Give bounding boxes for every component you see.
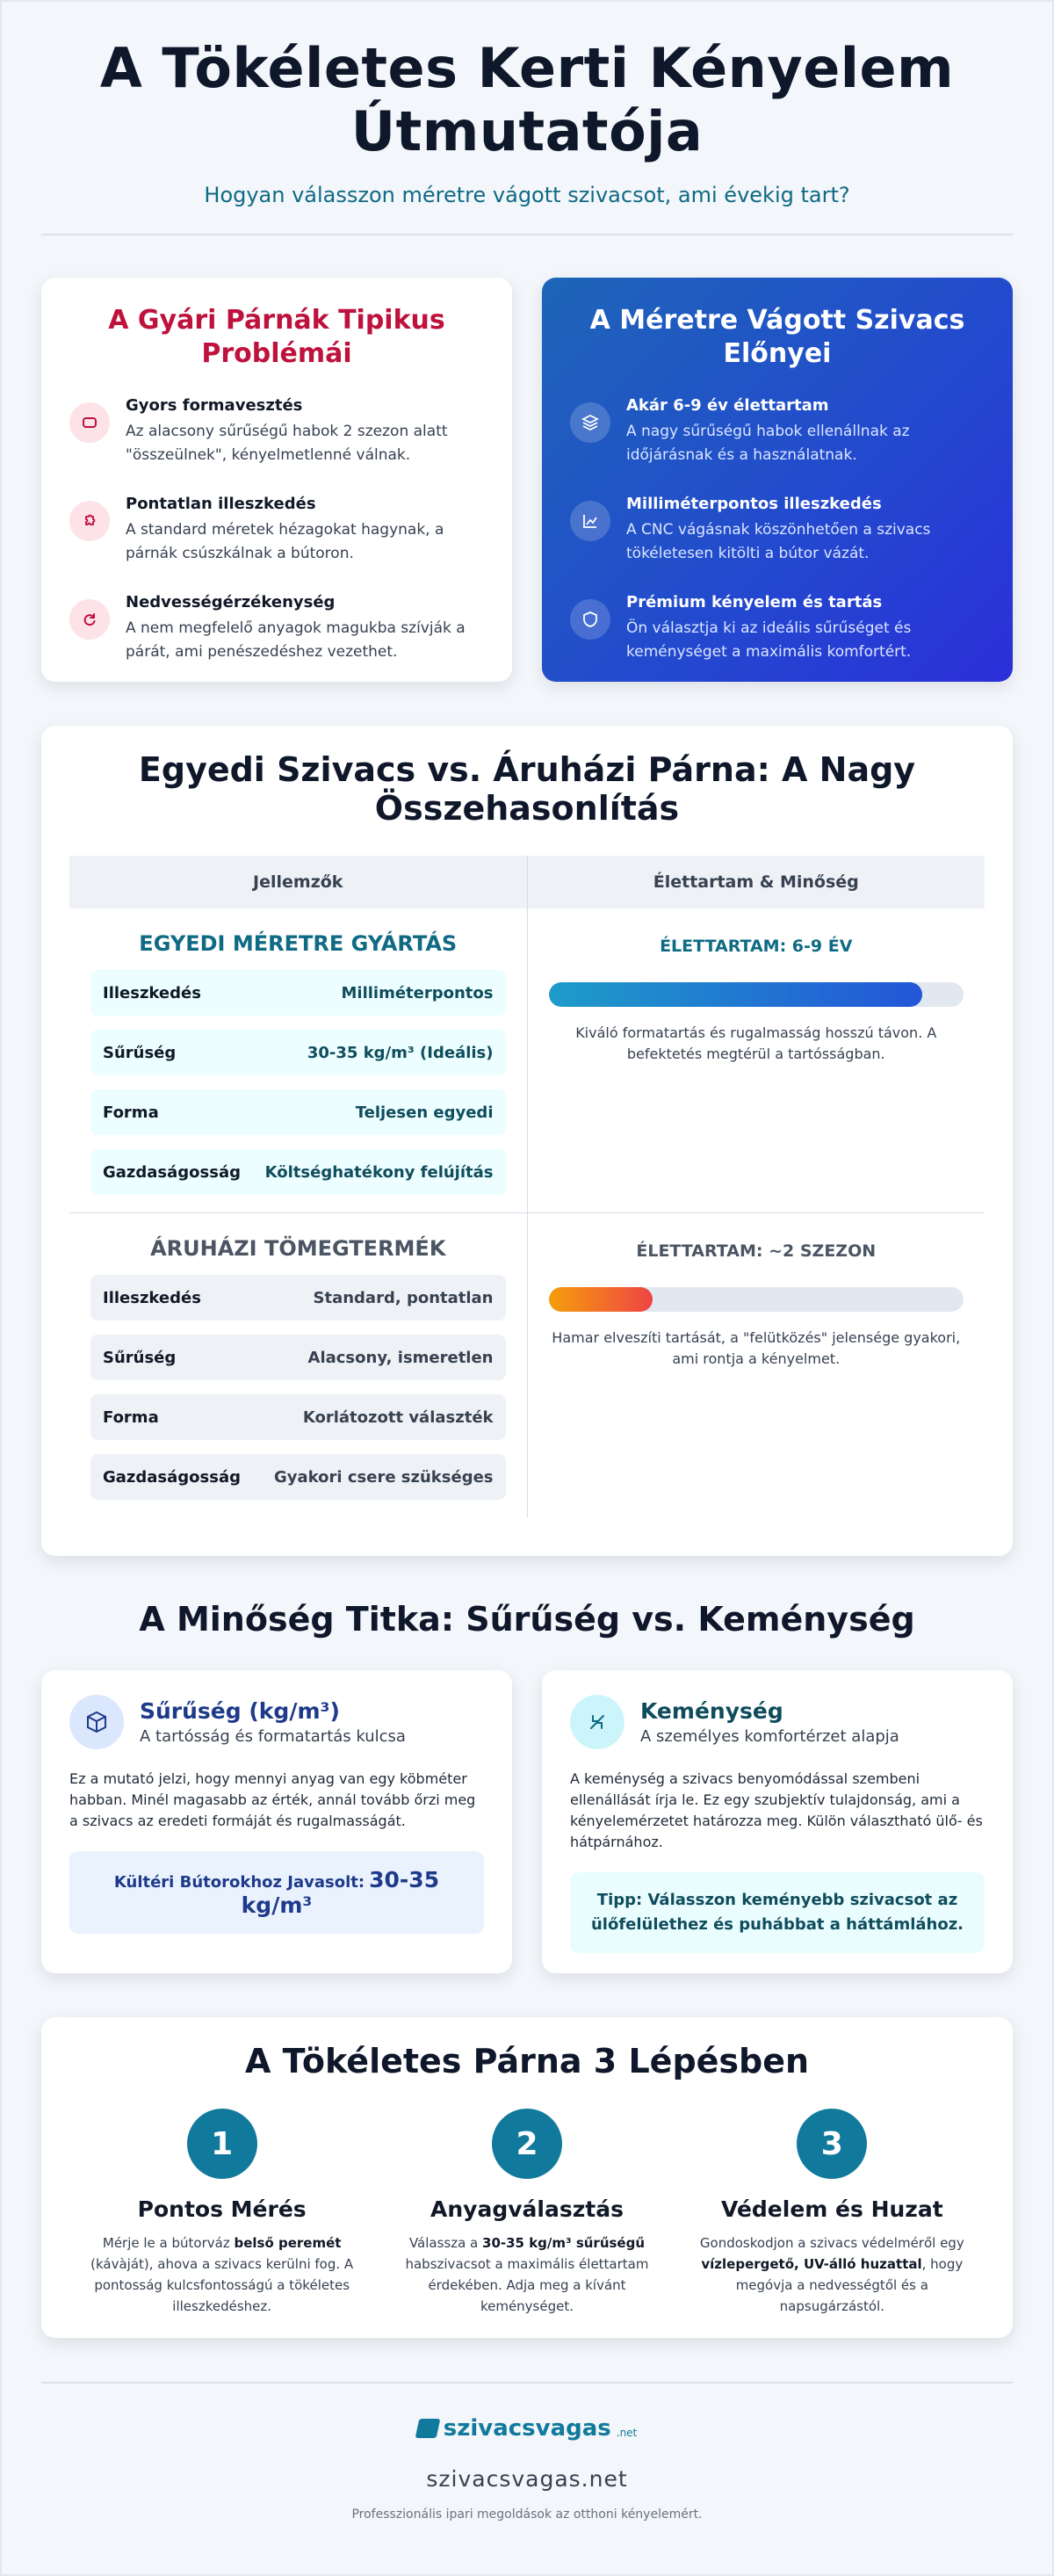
benefit-title: Milliméterpontos illeszkedés	[626, 495, 882, 513]
attribute-key: Sűrűség	[103, 1348, 177, 1367]
comparison-table	[69, 856, 985, 1517]
attribute-row	[90, 1454, 506, 1500]
problem-title: Pontatlan illeszkedés	[126, 495, 316, 513]
density-head	[69, 1695, 484, 1749]
custom-life-bar	[549, 982, 964, 1007]
step-title: Védelem és Huzat	[720, 2196, 943, 2222]
attribute-key: Illeszkedés	[103, 1288, 201, 1307]
custom-block	[69, 908, 985, 1212]
attribute-value: Alacsony, ismeretlen	[307, 1348, 494, 1367]
hardness-text: A keménység a szivacs benyomódással szembeni ellenállását írja le. Ez egy szubjektív tulajdonság, ami a kényelemérzetet határozza meg. Külön választható ülő- és hátpárnához.	[570, 1770, 983, 1850]
attribute-key: Gazdaságosság	[103, 1162, 241, 1182]
mass-life-title: ÉLETTARTAM: ~2 SZEZON	[636, 1241, 877, 1261]
recommendation-value: 30-35 kg/m³	[241, 1867, 440, 1918]
attribute-row	[90, 1335, 506, 1380]
footer-tagline: Professzionális ipari megoldások az otthoni kényelemért.	[351, 2507, 703, 2522]
attribute-value: Költséghatékony felújítás	[264, 1162, 494, 1182]
attribute-value: Milliméterpontos	[341, 983, 494, 1002]
mass-life-bar	[549, 1287, 964, 1312]
chart-icon	[570, 501, 610, 541]
page-subtitle: Hogyan válasszon méretre vágott szivacsot, ami évekig tart?	[204, 183, 850, 207]
recommendation-label: Kültéri Bútorokhoz Javasolt:	[113, 1873, 365, 1892]
step-title: Anyagválasztás	[430, 2196, 624, 2222]
col-lifetime: Élettartam & Minőség	[653, 872, 859, 892]
attribute-row	[90, 1275, 506, 1321]
footer-site[interactable]: szivacsvagas.net	[426, 2466, 628, 2492]
problem-title: Nedvességérzékenység	[126, 593, 336, 611]
mass-life-text: Hamar elveszíti tartását, a "felütközés" jelensége gyakori, ami rontja a kényelmet.	[552, 1329, 961, 1367]
page-title: A Tökéletes Kerti Kényelem Útmutatója	[99, 36, 955, 163]
attribute-key: Sűrűség	[103, 1043, 177, 1062]
attribute-value: Korlátozott választék	[302, 1407, 494, 1427]
benefit-item	[570, 395, 985, 467]
problem-item	[69, 592, 484, 664]
step-title: Pontos Mérés	[137, 2196, 307, 2222]
footer	[41, 2384, 1013, 2522]
step-item	[374, 2109, 679, 2317]
benefits-title: A Méretre Vágott Szivacs Előnyei	[589, 305, 965, 369]
cube-icon	[69, 1695, 124, 1749]
density-name: Sűrűség (kg/m³)	[140, 1698, 340, 1724]
mass-life-bar-fill	[549, 1287, 653, 1312]
compress-icon	[570, 1695, 624, 1749]
logo-tld: .net	[616, 2427, 638, 2439]
attribute-value: 30-35 kg/m³ (Ideális)	[307, 1043, 494, 1062]
attribute-row	[90, 1030, 506, 1075]
problem-text: Az alacsony sűrűségű habok 2 szezon alatt "összeülnek", kényelmetlenné válnak.	[126, 423, 448, 464]
steps-row	[69, 2109, 985, 2317]
custom-life-text: Kiváló formatartás és rugalmasság hosszú távon. A befektetés megtérül a tartósságban.	[575, 1024, 937, 1062]
quality-title: A Minőség Titka: Sűrűség vs. Keménység	[139, 1600, 915, 1639]
layers-icon	[570, 402, 610, 443]
problem-text: A standard méretek hézagokat hagynak, a párnák csúszkálnak a bútoron.	[126, 521, 444, 562]
step-item	[680, 2109, 985, 2317]
benefit-text: A CNC vágásnak köszönhetően a szivacs tökéletesen kitölti a bútor vázát.	[626, 521, 931, 562]
mass-block	[69, 1213, 985, 1517]
attribute-row	[90, 970, 506, 1016]
problem-item	[69, 494, 484, 566]
custom-life-title: ÉLETTARTAM: 6-9 ÉV	[660, 937, 853, 956]
hardness-head	[570, 1695, 985, 1749]
benefit-text: Ön választja ki az ideális sűrűséget és keménységet a maximális komfortért.	[626, 619, 912, 661]
step-number: 3	[797, 2109, 867, 2179]
problems-card	[41, 278, 512, 682]
density-card	[41, 1670, 512, 1973]
hardness-tip: Tipp: Válasszon keményebb szivacsot az ülőfelülethez és puhábbat a háttámlához.	[590, 1891, 964, 1934]
density-text: Ez a mutató jelzi, hogy mennyi anyag van egy köbméter habban. Minél magasabb az érték, annál tovább őrzi meg a szivacs az eredeti formáját és rugalmasságát.	[69, 1770, 476, 1829]
steps-title: A Tökéletes Párna 3 Lépésben	[244, 2042, 810, 2080]
problem-text: A nem megfelelő anyagok magukba szívják a párát, ami penészedéshez vezethet.	[126, 619, 466, 661]
attribute-key: Forma	[103, 1407, 159, 1427]
comparison-header	[69, 856, 985, 908]
attribute-value: Gyakori csere szükséges	[274, 1467, 494, 1487]
step-item	[69, 2109, 374, 2317]
benefits-card	[542, 278, 1013, 682]
top-cards	[41, 278, 1013, 682]
logo-mark-icon	[415, 2419, 440, 2438]
logo-text: szivacsvagas	[443, 2415, 611, 2442]
puzzle-icon	[69, 501, 110, 541]
hardness-sub: A személyes komfortérzet alapja	[640, 1727, 899, 1746]
custom-title: EGYEDI MÉRETRE GYÁRTÁS	[139, 931, 458, 956]
step-text: Mérje le a bútorváz belső peremét (kávàját), ahova a szivacs kerülni fog. A pontosság kulcsfontosságú a tökéletes illeszkedéshez.	[90, 2235, 354, 2314]
attribute-row	[90, 1149, 506, 1195]
comparison-title: Egyedi Szivacs vs. Áruházi Párna: A Nagy Összehasonlítás	[138, 750, 916, 828]
step-number: 1	[187, 2109, 257, 2179]
problem-title: Gyors formavesztés	[126, 396, 303, 415]
refresh-icon	[69, 599, 110, 640]
square-icon	[69, 402, 110, 443]
custom-lifetime	[528, 908, 985, 1212]
problem-item	[69, 395, 484, 467]
step-text: Válassza a 30-35 kg/m³ sűrűségű habszivacsot a maximális élettartam érdekében. Adja meg a kívánt keménységet.	[405, 2235, 649, 2314]
hardness-card	[542, 1670, 1013, 1973]
custom-features	[69, 908, 528, 1212]
benefit-title: Akár 6-9 év élettartam	[626, 396, 829, 415]
custom-life-bar-fill	[549, 982, 922, 1007]
mass-features	[69, 1213, 528, 1517]
attribute-row	[90, 1394, 506, 1440]
comparison-card	[41, 726, 1013, 1556]
density-recommendation	[69, 1851, 484, 1934]
benefit-item	[570, 592, 985, 664]
steps-card	[41, 2017, 1013, 2338]
benefit-text: A nagy sűrűségű habok ellenállnak az időjárásnak és a használatnak.	[626, 423, 910, 464]
attribute-key: Forma	[103, 1103, 159, 1122]
attribute-key: Illeszkedés	[103, 983, 201, 1002]
attribute-value: Teljesen egyedi	[355, 1103, 494, 1122]
benefit-title: Prémium kényelem és tartás	[626, 593, 883, 611]
benefit-item	[570, 494, 985, 566]
col-features: Jellemzők	[69, 856, 528, 908]
attribute-key: Gazdaságosság	[103, 1467, 241, 1487]
density-sub: A tartósság és formatartás kulcsa	[140, 1727, 406, 1746]
logo[interactable]	[417, 2415, 638, 2442]
attribute-row	[90, 1089, 506, 1135]
problems-title: A Gyári Párnák Tipikus Problémái	[108, 305, 445, 369]
header	[41, 2, 1013, 207]
hardness-name: Keménység	[640, 1698, 783, 1724]
mass-title: ÁRUHÁZI TÖMEGTERMÉK	[150, 1236, 446, 1261]
mass-lifetime	[528, 1213, 985, 1517]
header-divider	[41, 234, 1013, 235]
shield-icon	[570, 599, 610, 640]
hardness-tip-box	[570, 1872, 985, 1953]
quality-cards	[41, 1670, 1013, 1973]
attribute-value: Standard, pontatlan	[313, 1288, 494, 1307]
step-text: Gondoskodjon a szivacs védelméről egy vízlepergető, UV-álló huzattal, hogy megóvja a nedvességtől és a napsugárzástól.	[699, 2235, 964, 2314]
step-number: 2	[492, 2109, 562, 2179]
